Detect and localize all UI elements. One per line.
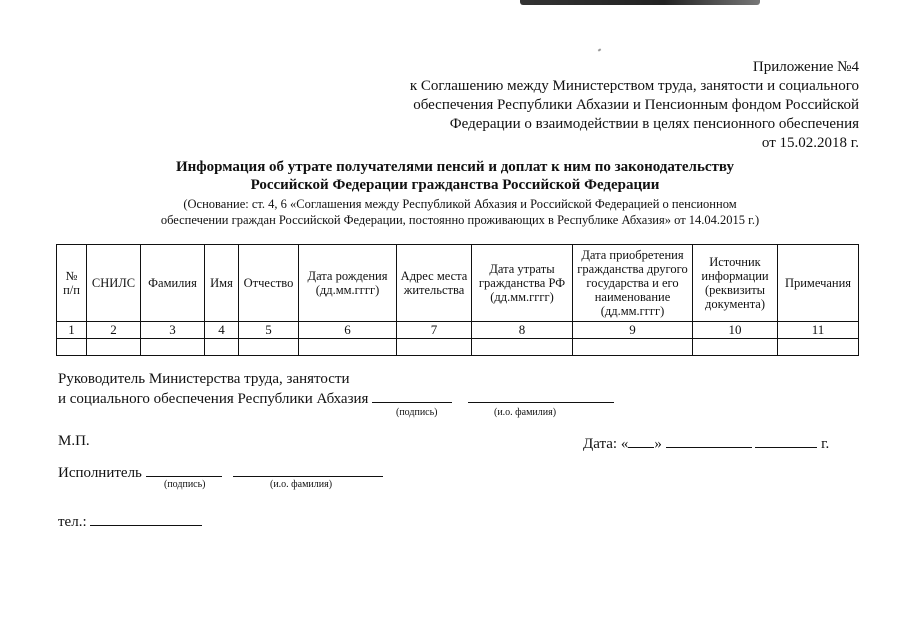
appendix-line: к Соглашению между Министерством труда, занятости и социального — [409, 78, 859, 94]
column-number: 2 — [87, 322, 141, 339]
column-number: 9 — [573, 322, 693, 339]
head-sign-caption: (подпись) — [396, 407, 438, 418]
column-number-row — [57, 322, 859, 339]
date-field — [583, 433, 829, 453]
column-header-birth-date: Дата рождения (дд.мм.гггг) — [299, 245, 397, 322]
appendix-line: обеспечения Республики Абхазии и Пенсионным фондом Российской — [413, 97, 859, 113]
head-name-line — [468, 388, 614, 403]
column-number: 1 — [57, 322, 87, 339]
date-month-line — [666, 433, 752, 448]
column-number: 8 — [472, 322, 573, 339]
column-header-address: Адрес места жительства — [397, 245, 472, 322]
basis-line: (Основание: ст. 4, 6 «Соглашения между Республикой Абхазия и Российской Федерацией о пенсионном — [183, 197, 737, 211]
table-cell — [205, 339, 239, 356]
title-line: Российской Федерации гражданства Российской Федерации — [250, 177, 660, 193]
table-cell — [472, 339, 573, 356]
table-cell — [299, 339, 397, 356]
scan-edge-mark — [520, 0, 760, 5]
column-number: 6 — [299, 322, 397, 339]
column-header-snils: СНИЛС — [87, 245, 141, 322]
executor-label: Исполнитель — [58, 465, 142, 481]
stamp-label: М.П. — [58, 433, 90, 449]
column-header-number: № п/п — [57, 245, 87, 322]
table-cell — [239, 339, 299, 356]
column-header-surname: Фамилия — [141, 245, 205, 322]
column-header-new-citizenship: Дата приобретения гражданства другого государства и его наименование (дд.мм.гггг) — [573, 245, 693, 322]
column-number: 4 — [205, 322, 239, 339]
table-cell — [778, 339, 859, 356]
table-cell — [57, 339, 87, 356]
head-title-line: Руководитель Министерства труда, занятости — [58, 371, 350, 387]
column-number: 10 — [693, 322, 778, 339]
column-header-loss-date: Дата утраты гражданства РФ (дд.мм.гггг) — [472, 245, 573, 322]
head-title-line-2 — [58, 388, 614, 408]
appendix-header — [339, 58, 859, 153]
column-number: 7 — [397, 322, 472, 339]
column-number: 11 — [778, 322, 859, 339]
phone-line — [90, 511, 202, 526]
executor-sign-caption: (подпись) — [164, 479, 206, 490]
column-header-patronymic: Отчество — [239, 245, 299, 322]
title-line: Информация об утрате получателями пенсий и доплат к ним по законодательству — [175, 159, 734, 175]
appendix-number: Приложение №4 — [752, 59, 859, 75]
basis-line: обеспечении граждан Российской Федерации, постоянно проживающих в Республике Абхазия» от 14.04.2015 г.) — [160, 213, 760, 227]
date-year-line — [755, 433, 817, 448]
executor-name-line — [233, 462, 383, 477]
column-header-notes: Примечания — [778, 245, 859, 322]
date-close-quote: » — [654, 436, 662, 452]
executor-block — [58, 462, 383, 482]
phone-field — [58, 511, 202, 531]
appendix-line: Федерации о взаимодействии в целях пенсионного обеспечения — [449, 116, 859, 132]
table-cell — [397, 339, 472, 356]
executor-signature-line — [146, 462, 222, 477]
column-number: 3 — [141, 322, 205, 339]
legal-basis — [90, 196, 830, 228]
table-cell — [141, 339, 205, 356]
date-year-suffix: г. — [821, 436, 830, 452]
date-label: Дата: « — [583, 436, 629, 452]
table-cell — [87, 339, 141, 356]
head-organization: и социального обеспечения Республики Абхазия — [58, 391, 369, 407]
column-number: 5 — [239, 322, 299, 339]
table-cell — [573, 339, 693, 356]
report-table — [56, 244, 859, 356]
executor-name-caption: (и.о. фамилия) — [270, 479, 333, 490]
table-row — [57, 339, 859, 356]
head-signature-block — [58, 370, 614, 408]
column-header-name: Имя — [205, 245, 239, 322]
document-title — [130, 158, 780, 194]
appendix-date: от 15.02.2018 г. — [761, 135, 859, 151]
phone-label: тел.: — [58, 514, 87, 530]
head-name-caption: (и.о. фамилия) — [494, 407, 557, 418]
table-header-row — [57, 245, 859, 322]
head-signature-line — [372, 388, 452, 403]
date-day-line — [628, 433, 654, 448]
scan-speck — [598, 48, 602, 51]
column-header-source: Источник информации (реквизиты документа) — [693, 245, 778, 322]
table-cell — [693, 339, 778, 356]
